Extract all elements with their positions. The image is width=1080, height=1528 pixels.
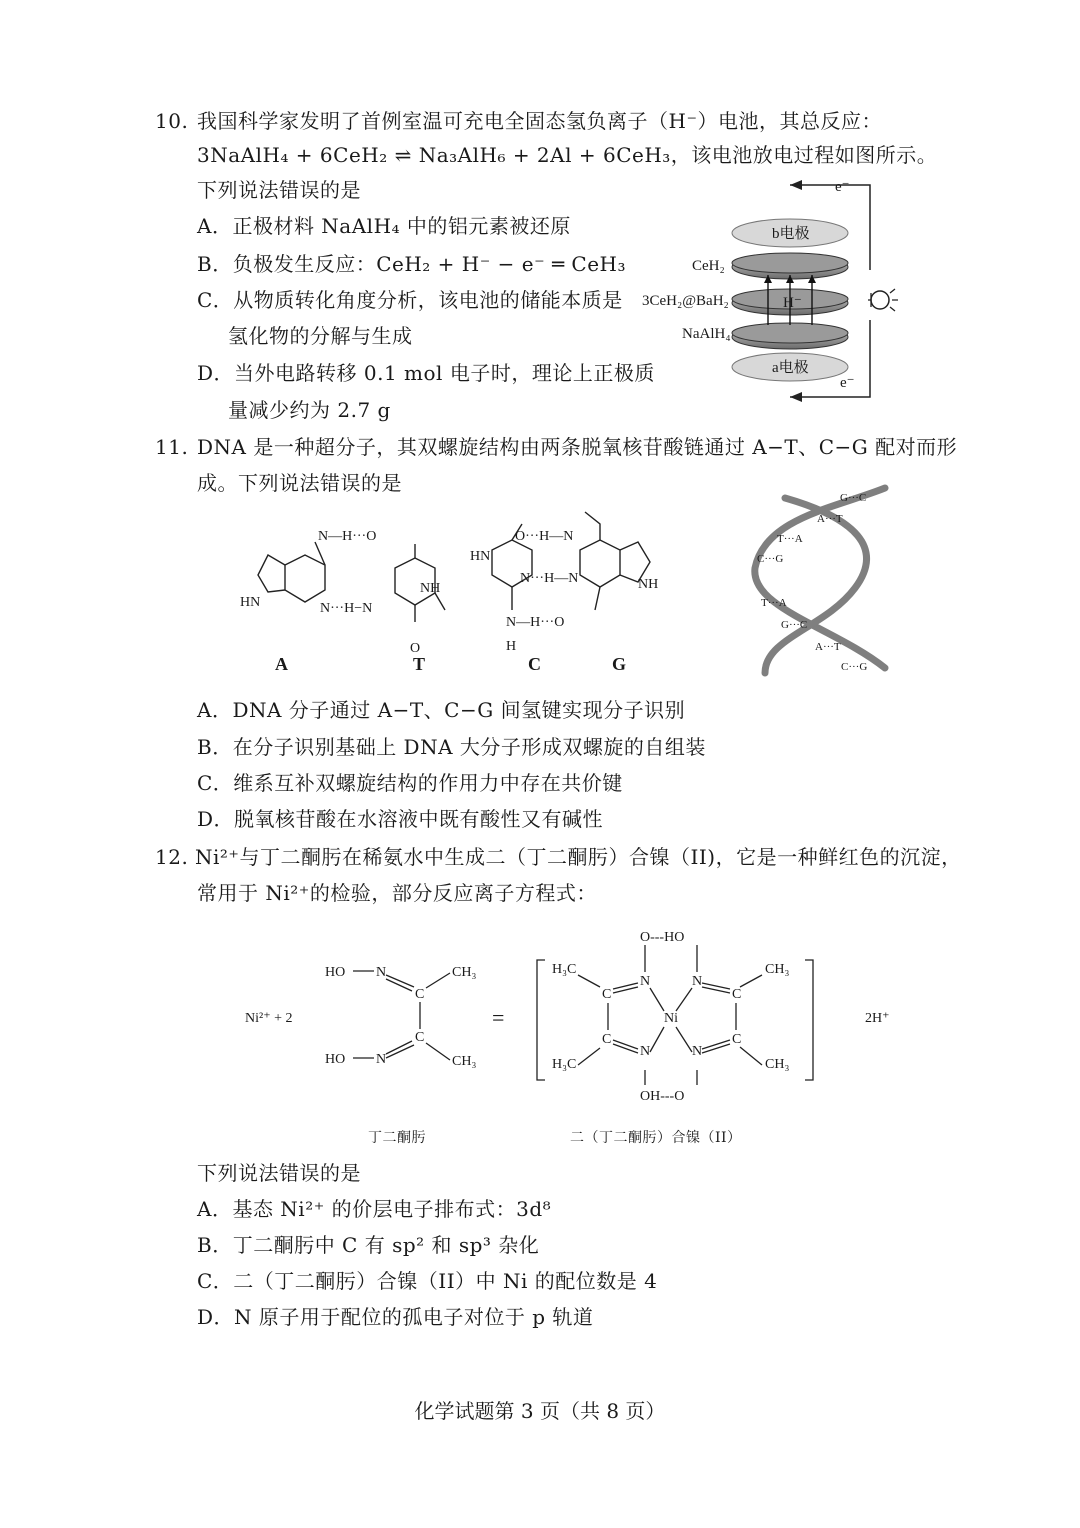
- q10-option-d-cont: 量减少约为 2.7 g: [228, 398, 391, 422]
- c-g-bond-bottom: N—H···O: [506, 615, 565, 630]
- dna-helix-image: [745, 478, 895, 678]
- dmg-c-bottom: C: [415, 1030, 425, 1045]
- q12-option-d: D．N 原子用于配位的孤电子对位于 p 轨道: [197, 1305, 594, 1329]
- a-nh-bond: N—H···O: [318, 529, 377, 544]
- q11-stem: DNA 是一种超分子，其双螺旋结构由两条脱氧核苷酸链通过 A−T、C−G 配对而形: [197, 435, 958, 459]
- q11-stem-cont: 成。下列说法错误的是: [197, 471, 402, 495]
- q12-option-a: A．基态 Ni²⁺ 的价层电子排布式：3d⁸: [197, 1197, 552, 1221]
- q10-equation: 3NaAlH₄ + 6CeH₂ ⇌ Na₃AlH₆ + 2Al + 6CeH₃，该电池放电过程如图所示。: [197, 143, 938, 167]
- c-h-label: H: [506, 639, 517, 654]
- complex-n-2: N: [692, 974, 703, 989]
- q10-option-c-cont: 氢化物的分解与生成: [228, 324, 413, 348]
- helix-pair-8: C···G: [841, 661, 868, 673]
- q11-option-b: B．在分子识别基础上 DNA 大分子形成双螺旋的自组装: [197, 735, 706, 759]
- c-g-bond-mid: N···H—N: [520, 571, 579, 586]
- helix-pair-5: T···A: [761, 597, 787, 609]
- q12-option-b: B．丁二酮肟中 C 有 sp² 和 sp³ 杂化: [197, 1233, 540, 1257]
- q10-prompt: 下列说法错误的是: [197, 178, 361, 202]
- base-pair-structures: [230, 510, 690, 680]
- q12-stem-cont: 常用于 Ni²⁺的检验，部分反应离子方程式：: [197, 881, 597, 905]
- dmg-n-top: N: [376, 965, 387, 980]
- complex-ni: Ni: [664, 1011, 678, 1026]
- complex-top-bond: O---HO: [640, 930, 685, 945]
- page-footer: 化学试题第 3 页（共 8 页）: [414, 1399, 666, 1423]
- q10-option-b: B．负极发生反应：CeH₂ + H⁻ − e⁻ ═ CeH₃: [197, 252, 626, 276]
- layer-naalh4-label: NaAlH₄: [682, 326, 731, 342]
- q10-stem: 我国科学家发明了首例室温可充电全固态氢负离子（H⁻）电池，其总反应：: [197, 109, 882, 133]
- base-label-a: A: [275, 654, 288, 674]
- q12-number: 12.: [155, 845, 189, 869]
- q11-option-d: D．脱氧核苷酸在水溶液中既有酸性又有碱性: [197, 807, 604, 831]
- reaction-diagram: [240, 925, 910, 1155]
- battery-diagram: [640, 175, 920, 405]
- reactant-ni-label: Ni²⁺ + 2: [245, 1011, 293, 1026]
- q12-option-c: C．二（丁二酮肟）合镍（II）中 Ni 的配位数是 4: [197, 1269, 658, 1293]
- complex-bottom-bond: OH---O: [640, 1089, 685, 1104]
- c-g-bond-top: O···H—N: [515, 529, 574, 544]
- a-t-bond: N···H−N: [320, 601, 373, 616]
- dmg-ho-top: HO: [325, 965, 346, 980]
- helix-pair-4: C···G: [757, 553, 784, 565]
- label-ni-complex: 二（丁二酮肟）合镍（II）: [570, 1130, 742, 1146]
- q12-prompt: 下列说法错误的是: [197, 1161, 361, 1185]
- product-2h-label: 2H⁺: [865, 1011, 890, 1026]
- q12-stem: Ni²⁺与丁二酮肟在稀氨水中生成二（丁二酮肟）合镍（II)，它是一种鲜红色的沉淀，: [195, 845, 962, 869]
- dmg-ch3-bottom: CH₃: [452, 1054, 477, 1069]
- complex-c-3: C: [602, 1032, 612, 1047]
- label-dimethylglyoxime: 丁二酮肟: [368, 1130, 426, 1146]
- helix-pair-6: G···C: [781, 619, 808, 631]
- layer-electrolyte-label: 3CeH₂@BaH₂: [642, 293, 729, 309]
- t-o-label: O: [410, 641, 421, 656]
- base-label-c: C: [528, 654, 541, 674]
- a-electrode-label: a电极: [772, 360, 809, 376]
- complex-ch3-top: CH₃: [765, 962, 790, 977]
- helix-pair-7: A···T: [815, 641, 841, 653]
- bulb-icon: [868, 289, 898, 311]
- complex-h3c-top: H₃C: [552, 962, 577, 977]
- complex-n-3: N: [640, 1044, 651, 1059]
- a-hn-label: HN: [240, 595, 261, 610]
- q10-option-a: A．正极材料 NaAlH₄ 中的铝元素被还原: [197, 214, 571, 238]
- complex-h3c-bottom: H₃C: [552, 1057, 577, 1072]
- complex-n-4: N: [692, 1044, 703, 1059]
- helix-pair-3: T···A: [777, 533, 803, 545]
- q10-option-c: C．从物质转化角度分析，该电池的储能本质是: [197, 288, 623, 312]
- complex-c-1: C: [602, 987, 612, 1002]
- c-hn-label: HN: [470, 549, 491, 564]
- q11-option-a: A．DNA 分子通过 A−T、C−G 间氢键实现分子识别: [197, 698, 686, 722]
- dmg-c-top: C: [415, 987, 425, 1002]
- q11-number: 11.: [155, 435, 189, 459]
- electron-label-top: e⁻: [835, 179, 850, 195]
- complex-n-1: N: [640, 974, 651, 989]
- helix-pair-1: G···C: [840, 492, 867, 504]
- complex-ch3-bottom: CH₃: [765, 1057, 790, 1072]
- base-label-t: T: [413, 654, 426, 674]
- q10-number: 10.: [155, 109, 189, 133]
- dmg-n-bottom: N: [376, 1052, 387, 1067]
- dmg-ch3-top: CH₃: [452, 965, 477, 980]
- q10-option-d: D．当外电路转移 0.1 mol 电子时，理论上正极质: [197, 361, 655, 385]
- dmg-ho-bottom: HO: [325, 1052, 346, 1067]
- helix-pair-2: A···T: [817, 513, 843, 525]
- layer-ceh2-label: CeH₂: [692, 258, 725, 274]
- complex-c-4: C: [732, 1032, 742, 1047]
- q11-option-c: C．维系互补双螺旋结构的作用力中存在共价键: [197, 771, 623, 795]
- b-electrode-label: b电极: [772, 226, 810, 242]
- equals-sign: =: [492, 1005, 505, 1030]
- g-nh-label: NH: [638, 577, 659, 592]
- complex-c-2: C: [732, 987, 742, 1002]
- ion-label: H⁻: [783, 295, 802, 311]
- t-nh-label: NH: [420, 581, 441, 596]
- electron-label-bottom: e⁻: [840, 375, 855, 391]
- base-label-g: G: [612, 654, 627, 674]
